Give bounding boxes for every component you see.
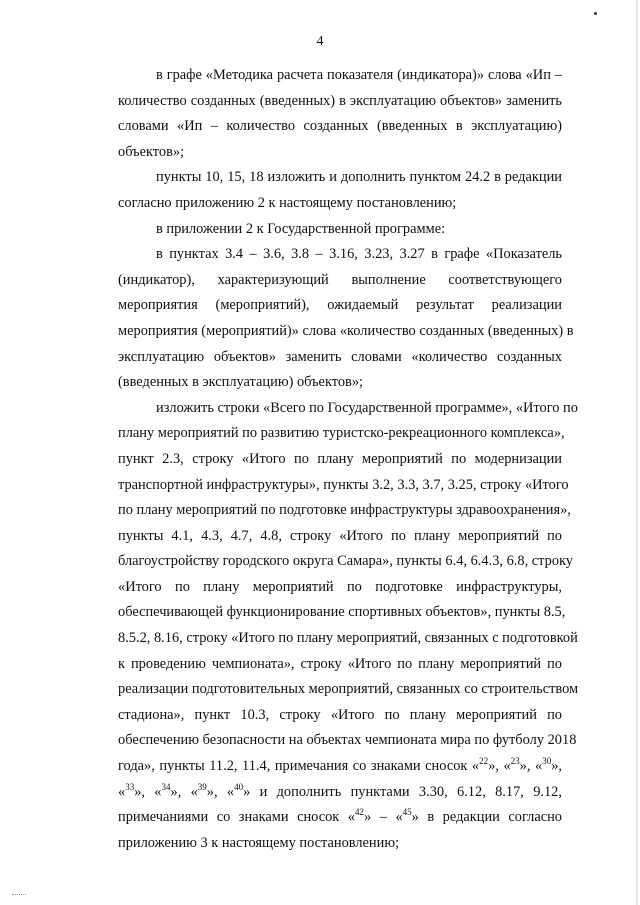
text-line: эксплуатацию объектов» заменить словами «количество созданных xyxy=(118,348,562,365)
text-line: по плану мероприятий по подготовке инфраструктуры здравоохранения», xyxy=(118,502,571,519)
text-line: приложению 3 к настоящему постановлению; xyxy=(118,834,400,851)
footnote-ref: 40 xyxy=(234,781,244,792)
text-line: плану мероприятий по развитию туристско-рекреационного комплекса», xyxy=(118,425,565,442)
footnote-ref: 33 xyxy=(125,781,135,792)
document-body xyxy=(80,63,579,856)
text-line: к проведению чемпионата», строку «Итого по плану мероприятий по xyxy=(118,655,562,672)
text-line: благоустройству городского округа Самара», пункты 6.4, 6.4.3, 6.8, строку xyxy=(118,553,574,570)
footnote-ref: 45 xyxy=(402,807,412,818)
text-line: объектов»; xyxy=(118,143,185,160)
scan-corner-mark xyxy=(12,894,26,897)
text-line: словами «Ип – количество созданных (введенных в эксплуатацию) xyxy=(118,118,562,135)
text-line: в графе «Методика расчета показателя (индикатора)» слова «Ип – xyxy=(156,67,562,83)
text-line: согласно приложению 2 к настоящему постановлению; xyxy=(118,194,457,211)
text-line: стадиона», пункт 10.3, строку «Итого по плану мероприятий по xyxy=(118,706,562,723)
text-line: пункты 4.1, 4.3, 4.7, 4.8, строку «Итого по плану мероприятий по xyxy=(118,527,562,544)
paragraph-2 xyxy=(80,165,562,216)
text-line: (индикатор), характеризующий выполнение соответствующего xyxy=(118,271,562,288)
text-line: «Итого по плану мероприятий по подготовке инфраструктуры, xyxy=(118,578,562,595)
text-segment: примечаниями со знаками сносок « xyxy=(118,809,356,826)
text-segment: » и дополнить пунктами 3.30, 6.12, 8.17, 9.12, xyxy=(243,783,562,800)
footnote-ref: 39 xyxy=(197,781,207,792)
text-line: обеспечивающей функционирование спортивных объектов», пункты 8.5, xyxy=(118,604,566,621)
paragraph-3 xyxy=(80,217,562,243)
text-line: (введенных в эксплуатацию) объектов»; xyxy=(118,374,364,391)
text-line: мероприятия (мероприятий), ожидаемый результат реализации xyxy=(118,297,562,314)
text-line: количество созданных (введенных) в эксплуатацию объектов» заменить xyxy=(118,92,562,109)
text-line: транспортной инфраструктуры», пункты 3.2, 3.3, 3.7, 3.25, строку «Итого xyxy=(118,476,569,493)
text-segment: года», пункты 11.2, 11.4, примечания со знаками сносок « xyxy=(118,758,480,775)
text-segment: « xyxy=(118,783,126,800)
footnote-ref: 30 xyxy=(542,756,552,767)
text-line-footnotes-3 xyxy=(80,805,562,831)
text-segment: » – « xyxy=(364,809,403,826)
text-segment: » в редакции согласно xyxy=(411,809,562,826)
footnote-ref: 23 xyxy=(510,756,520,767)
text-line: пункты 10, 15, 18 изложить и дополнить пунктом 24.2 в редакции xyxy=(156,169,562,186)
text-line: 8.5.2, 8.16, строку «Итого по плану мероприятий, связанных с подготовкой xyxy=(118,630,578,647)
text-line-footnotes-2: «$^{33}$», «$^{34}$», «$^{39}$», «$^{40}$» и дополнить пунктами 3.30, 6.12, 8.17, 9.12, xyxy=(118,781,562,800)
page-number: 4 xyxy=(316,34,324,49)
text-line: пункт 2.3, строку «Итого по плану мероприятий по модернизации xyxy=(118,450,562,467)
text-line: реализации подготовительных мероприятий, связанных со строительством xyxy=(118,681,579,698)
footnote-ref: 22 xyxy=(479,756,489,767)
text-line-footnotes-1: года», пункты 11.2, 11.4, примечания со знаками сносок «$^{22}$», «$^{23}$», «$^{30}$», xyxy=(118,756,562,775)
paragraph-4 xyxy=(80,242,574,396)
text-line: в пунктах 3.4 – 3.6, 3.8 – 3.16, 3.23, 3.27 в графе «Показатель xyxy=(156,246,562,263)
scan-edge-shadow xyxy=(636,0,638,905)
text-line: в приложении 2 к Государственной программе: xyxy=(156,220,446,237)
text-line: мероприятия (мероприятий)» слова «количество созданных (введенных) в xyxy=(118,322,574,339)
footnote-ref: 42 xyxy=(355,807,365,818)
scan-dot-mark xyxy=(594,12,597,15)
text-line: изложить строки «Всего по Государственной программе», «Итого по xyxy=(156,399,578,416)
text-line: обеспечению безопасности на объектах чемпионата мира по футболу 2018 xyxy=(118,732,577,749)
paragraph-1 xyxy=(80,63,562,165)
paragraph-5 xyxy=(80,396,579,857)
footnote-ref: 34 xyxy=(161,781,171,792)
